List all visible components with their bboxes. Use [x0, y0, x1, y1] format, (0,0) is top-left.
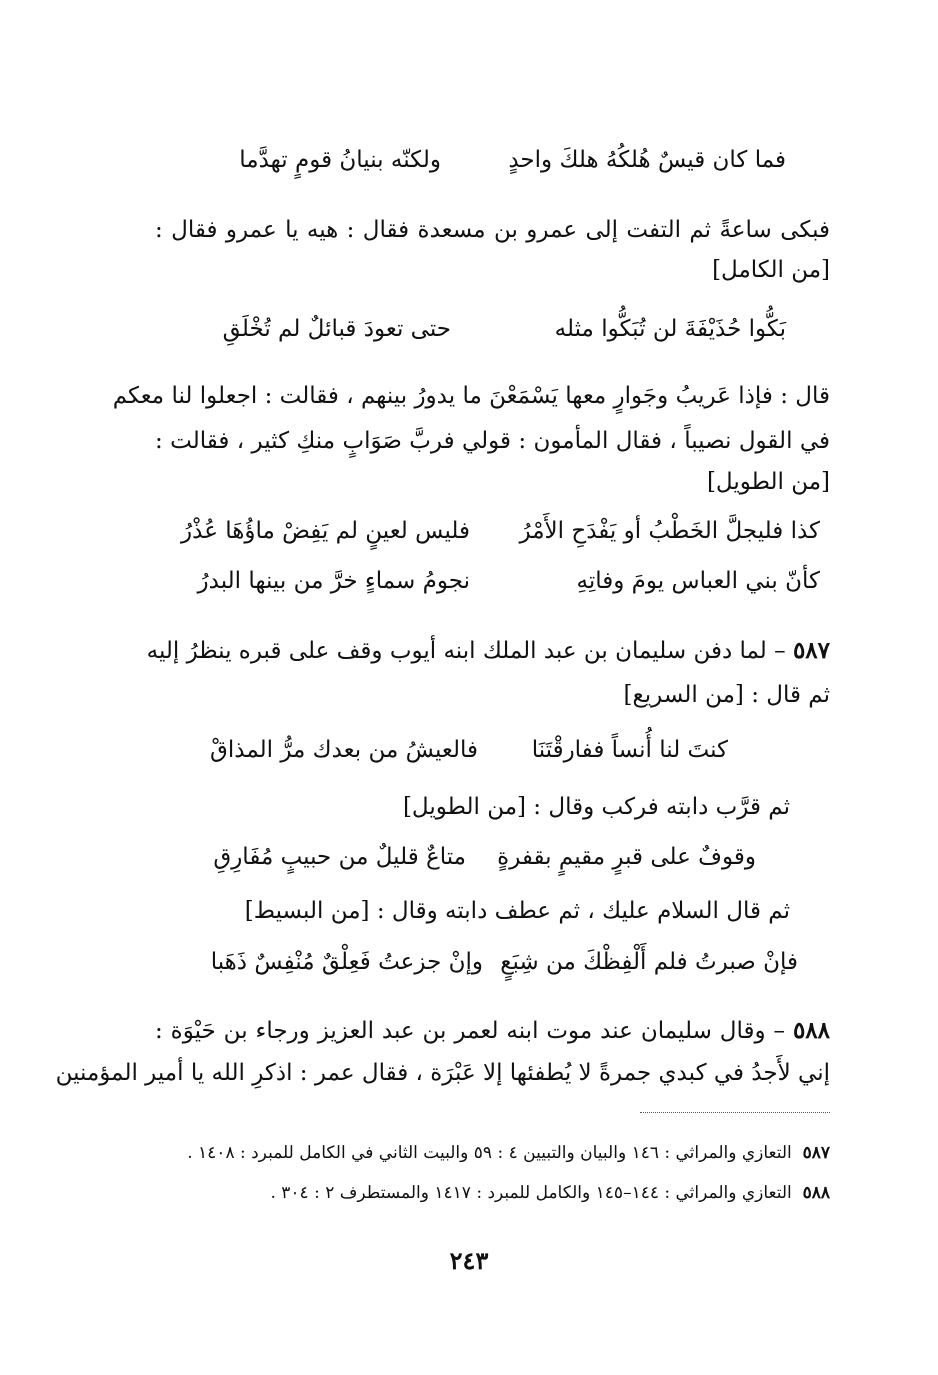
verse-first-hemistich: كذا فليجلَّ الخَطْبُ أو يَفْدَحِ الأَمْرُ — [519, 518, 820, 544]
footnote — [270, 1180, 830, 1206]
verse — [155, 514, 820, 548]
prose-line: ثم قال : [من السريع] — [623, 682, 830, 708]
prose-line: ثم قال السلام عليك ، ثم عطف دابته وقال : [من البسيط] — [244, 898, 790, 924]
footnote-text: التعازي والمراثي : ١٤٤–١٤٥ والكامل للمبرد : ١٤١٧ والمستطرف ٢ : ٣٠٤ . — [270, 1183, 792, 1203]
footnote — [187, 1140, 830, 1166]
prose-line: فبكى ساعةً ثم التفت إلى عمرو بن مسعدة فقال : هيه يا عمرو فقال : — [155, 217, 830, 243]
section-text: – لما دفن سليمان بن عبد الملك ابنه أيوب وقف على قبره ينظرُ إليه — [146, 638, 786, 664]
meter-label: [من الكامل] — [712, 257, 830, 283]
section-588-line — [155, 1014, 830, 1048]
section-number: ٥٨٨ — [792, 1017, 831, 1044]
meter-label: [من الطويل] — [706, 469, 830, 495]
footnote-separator — [640, 1112, 830, 1113]
verse-second-hemistich: متاعٌ قليلٌ من حبيبٍ مُفَارِقِ — [213, 844, 466, 870]
prose-line: ثم قرَّب دابته فركب وقال : [من الطويل] — [402, 794, 790, 820]
verse — [210, 733, 728, 767]
footnote-number: ٥٨٧ — [802, 1143, 830, 1163]
verse-first-hemistich: وقوفٌ على قبرٍ مقيمٍ بقفرةٍ — [497, 844, 756, 870]
section-587-line — [146, 634, 830, 668]
verse-first-hemistich: فما كان قيسٌ هُلكُهُ هلكَ واحدٍ — [508, 147, 786, 173]
verse — [213, 840, 756, 874]
section-number: ٥٨٧ — [792, 637, 830, 664]
prose-line: في القول نصيباً ، فقال المأمون : قولي فربَّ صَوَابٍ منكِ كثير ، فقالت : — [155, 428, 830, 454]
footnote-text: التعازي والمراثي : ١٤٦ والبيان والتبيين ٤ : ٥٩ والبيت الثاني في الكامل للمبرد : ١٤٠٨ . — [187, 1143, 792, 1163]
verse-second-hemistich: فالعيشُ من بعدك مرُّ المذاقْ — [210, 737, 478, 763]
verse-first-hemistich: كأنّ بني العباس يومَ وفاتِهِ — [576, 568, 820, 594]
footnote-number: ٥٨٨ — [802, 1183, 830, 1203]
verse — [155, 564, 820, 598]
prose-line: قال : فإذا عَريبُ وجَوارٍ معها يَسْمَعْنَ ما يدورُ بينهم ، فقالت : اجعلوا لنا معكم — [112, 383, 830, 409]
verse — [191, 143, 786, 177]
verse-second-hemistich: فليس لعينٍ لم يَفِضْ ماؤُهَا عُذْرُ — [181, 518, 470, 544]
verse — [201, 312, 786, 346]
section-text: – وقال سليمان عند موت ابنه لعمر بن عبد العزيز ورجاء بن حَيْوَة : — [155, 1018, 786, 1044]
verse-second-hemistich: وإنْ جزعتُ فَعِلْقٌ مُنْفِسٌ ذَهَبا — [210, 949, 483, 975]
verse-second-hemistich: نجومُ سماءٍ خرَّ من بينها البدرُ — [197, 568, 470, 594]
prose-line: إني لأَجدُ في كبدي جمرةً لا يُطفئها إلا عَبْرَة ، فقال عمر : اذكرِ الله يا أمير المؤمنين — [55, 1060, 830, 1086]
verse — [210, 945, 798, 979]
page-number: ٢٤٣ — [449, 1246, 489, 1275]
verse-second-hemistich: ولكنّه بنيانُ قومٍ تهدَّما — [239, 147, 441, 173]
verse-first-hemistich: بَكُّوا حُذَيْفَةَ لن تُبَكُّوا مثله — [554, 316, 786, 342]
verse-first-hemistich: فإنْ صبرتُ فلم أَلْفِظْكَ من شِبَعٍ — [500, 949, 798, 975]
verse-first-hemistich: كنتَ لنا أُنساً ففارقْتَنَا — [531, 737, 728, 763]
verse-second-hemistich: حتى تعودَ قبائلٌ لم تُخْلَقِ — [222, 316, 451, 342]
